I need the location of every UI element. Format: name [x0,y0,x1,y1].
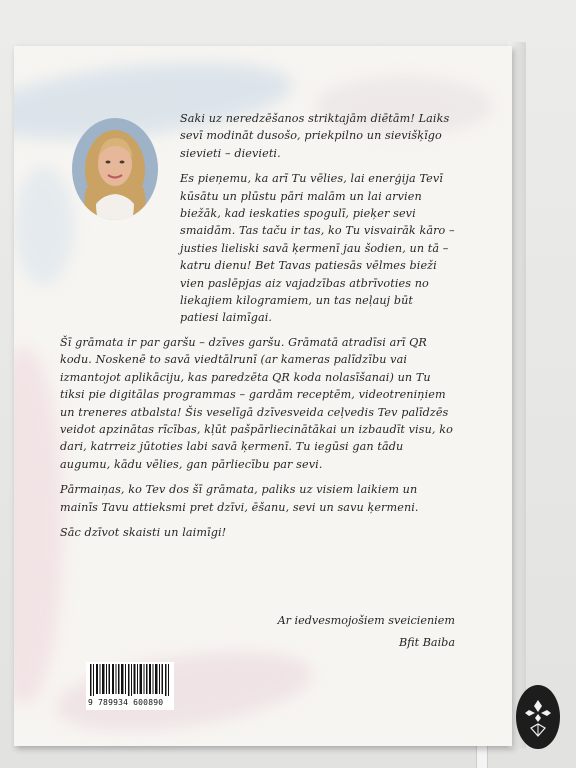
diamond-flower-logo-icon [515,684,561,750]
body-paragraph: Sāc dzīvot skaisti un laimīgi! [60,526,227,540]
author-portrait [72,118,158,220]
main-text-block [60,334,455,549]
body-paragraph: Pārmaiņas, ko Tev dos šī grāmata, paliks uz visiem laikiem un mainīs Tavu attieksmi pret dzīvi, ēšanu, sevi un savu ķermeni. [60,483,419,514]
intro-paragraph: Es pieņemu, ka arī Tu vēlies, lai enerģija Tevī kūsātu un plūstu pāri malām un lai arvien biežāk, kad ieskaties spogulī, pieķer sevi smaidām. Tas taču ir tas, ko Tu visvairāk kāro – justies lieliski savā ķermenī jau šodien, un tā – katru dienu! Bet Tavas patiesās vēlmes bieži vien paslēpjas aiz vajadzības atbrīvoties no liekajiem kilogramiem, un tas neļauj būt patiesi laimīgai. [180,172,455,325]
watercolor-wash [14,166,74,286]
intro-text-block [180,110,455,335]
body-paragraph: Šī grāmata ir par garšu – dzīves garšu. Grāmatā atradīsi arī QR kodu. Noskenē to savā viedtālrunī (ar kameras palīdzību vai izmantojot aplikāciju, kas paredzēta QR koda nolasīšanai) un Tu tiksi pie digitālas programmas – gardām receptēm, videotreniņiem un treneres atbalsta! Šis veselīgā dzīvesveida ceļvedis Tev palīdzēs veidot apzinātas rīcības, kļūt pašpārliecinātākai un izbaudīt visu, ko dari, katrreiz jūtoties labi savā ķermenī. Tu iegūsi gan tādu augumu, kādu vēlies, gan pārliecību par sevi. [60,336,453,471]
signature-name: Bfit Baiba [398,636,455,649]
bookmark-ribbon [476,745,488,768]
barcode-number: 9 789934 600890 [88,698,164,707]
intro-paragraph: Saki uz neredzēšanos striktajām diētām! Laiks sevī modināt dusošo, priekpilno un sievišķīgo sievieti – dievieti. [180,112,450,160]
watercolor-wash [14,346,64,706]
signature-greeting: Ar iedvesmojošiem sveicieniem [277,614,455,627]
